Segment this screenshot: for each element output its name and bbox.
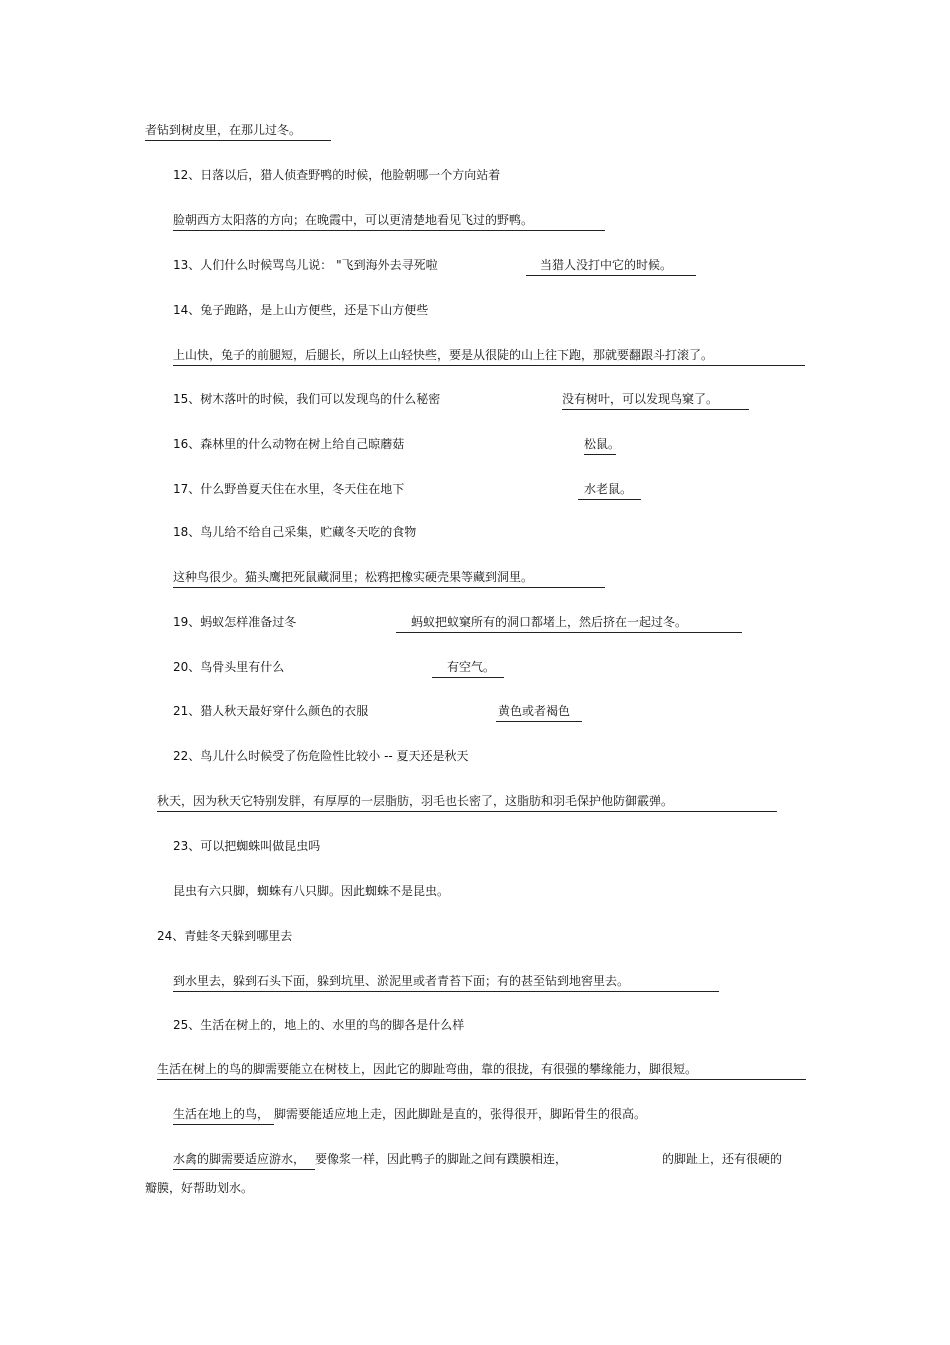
answer-text: 蚂蚁把蚁窠所有的洞口都堵上，然后挤在一起过冬。	[396, 614, 742, 633]
answer-text: 黄色或者褐色	[496, 703, 582, 722]
answer-17	[578, 481, 641, 500]
answer-19	[396, 614, 742, 633]
question-15: 15、树木落叶的时候，我们可以发现鸟的什么秘密	[173, 392, 441, 406]
question-13: 13、人们什么时候骂鸟儿说： "飞到海外去寻死啦	[173, 258, 438, 272]
question-21: 21、猎人秋天最好穿什么颜色的衣服	[173, 704, 369, 718]
question-14: 14、兔子跑路，是上山方便些，还是下山方便些	[173, 303, 429, 317]
question-22: 22、鸟儿什么时候受了伤危险性比较小 -- 夏天还是秋天	[173, 749, 469, 763]
question-23: 23、可以把蜘蛛叫做昆虫吗	[173, 839, 321, 853]
answer-24	[173, 973, 719, 992]
answer-25-ground	[173, 1106, 646, 1125]
question-16: 16、森林里的什么动物在树上给自己晾蘑菇	[173, 437, 405, 451]
answer-text: 没有树叶，可以发现鸟窠了。	[562, 391, 749, 410]
question-17: 17、什么野兽夏天住在水里，冬天住在地下	[173, 482, 405, 496]
answer-23: 昆虫有六只脚，蜘蛛有八只脚。因此蜘蛛不是昆虫。	[173, 884, 450, 898]
answer-text-underlined: 水禽的脚需要适应游水，	[173, 1151, 315, 1170]
answer-13	[526, 257, 696, 276]
question-19: 19、蚂蚁怎样准备过冬	[173, 615, 297, 629]
answer-text: 有空气。	[432, 659, 504, 678]
answer-22	[157, 793, 777, 812]
answer-25-water-cont: 瓣膜，好帮助划水。	[145, 1181, 254, 1195]
answer-25-tree	[157, 1061, 806, 1080]
answer-21	[496, 703, 582, 722]
answer-text: 秋天，因为秋天它特别发胖，有厚厚的一层脂肪，羽毛也长密了，这脂肪和羽毛保护他防御霰弹。	[157, 793, 777, 812]
answer-25-water-tail: 的脚趾上，还有很硬的	[662, 1152, 783, 1166]
answer-text: 者钻到树皮里，在那儿过冬。	[145, 122, 331, 141]
question-24: 24、青蛙冬天躲到哪里去	[157, 929, 293, 943]
answer-20	[432, 659, 504, 678]
answer-25-water	[173, 1151, 567, 1170]
answer-line	[145, 122, 331, 141]
answer-text: 水老鼠。	[578, 481, 641, 500]
answer-text: 到水里去，躲到石头下面，躲到坑里、淤泥里或者青苔下面；有的甚至钻到地窖里去。	[173, 973, 719, 992]
answer-text: 上山快，兔子的前腿短，后腿长，所以上山轻快些，要是从很陡的山上往下跑，那就要翻跟斗打滚了。	[173, 347, 805, 366]
answer-text-underlined: 生活在地上的鸟，	[173, 1106, 274, 1125]
answer-text: 要像浆一样，因此鸭子的脚趾之间有蹼膜相连，	[315, 1152, 568, 1166]
answer-15	[562, 391, 749, 410]
answer-18	[173, 569, 605, 588]
question-12: 12、日落以后，猎人侦查野鸭的时候，他脸朝哪一个方向站着	[173, 168, 501, 182]
question-20: 20、鸟骨头里有什么	[173, 660, 285, 674]
answer-text: 松鼠。	[584, 436, 616, 455]
question-25: 25、生活在树上的，地上的、水里的鸟的脚各是什么样	[173, 1018, 465, 1032]
answer-16	[584, 436, 621, 455]
answer-text: 脸朝西方太阳落的方向；在晚霞中，可以更清楚地看见飞过的野鸭。	[173, 212, 605, 231]
answer-text: 脚需要能适应地上走，因此脚趾是直的，张得很开，脚跖骨生的很高。	[274, 1107, 647, 1121]
answer-text: 生活在树上的鸟的脚需要能立在树枝上，因此它的脚趾弯曲，靠的很拢，有很强的攀缘能力，脚很短。	[157, 1061, 806, 1080]
answer-text: 当猎人没打中它的时候。	[526, 257, 696, 276]
question-18: 18、鸟儿给不给自己采集，贮藏冬天吃的食物	[173, 525, 417, 539]
answer-text: 这种鸟很少。猫头鹰把死鼠藏洞里；松鸦把橡实硬壳果等藏到洞里。	[173, 569, 605, 588]
answer-12	[173, 212, 605, 231]
answer-14	[173, 347, 805, 366]
